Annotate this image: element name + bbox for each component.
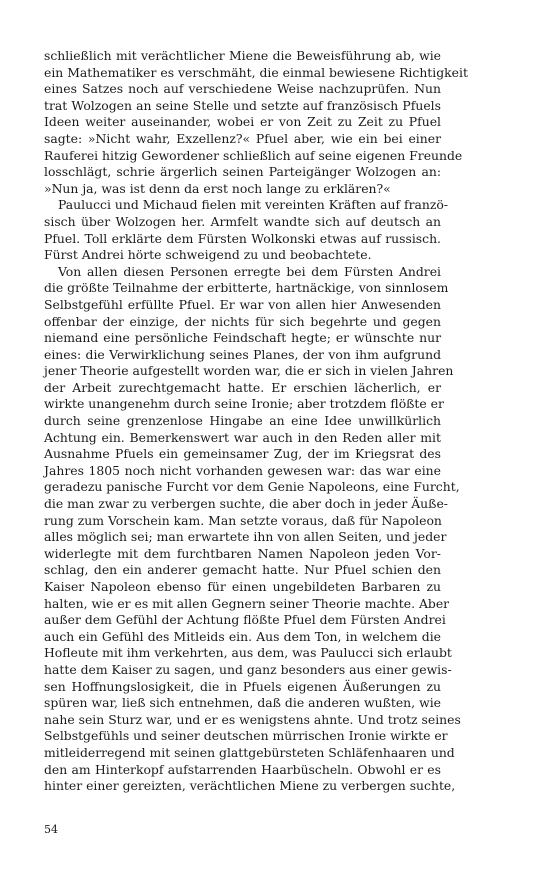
text-line: widerlegte mit dem furchtbaren Namen Napoleon jeden Vor- xyxy=(44,545,441,561)
text-line: alles möglich sei; man erwartete ihn von allen Seiten, und jeder xyxy=(44,529,447,545)
text-line: ein Mathematiker es verschmäht, die einmal bewiesene Richtigkeit xyxy=(44,64,468,80)
text-line: die man zwar zu verbergen suchte, die aber doch in jeder Äuße- xyxy=(44,496,448,512)
text-line: der Arbeit zurechtgemacht hatte. Er erschien lächerlich, er xyxy=(44,379,441,395)
text-line: hinter einer gereizten, verächtlichen Miene zu verbergen suchte, xyxy=(44,778,456,794)
text-line: spüren war, ließ sich entnehmen, daß die anderen wußten, wie xyxy=(44,695,441,711)
page-number: 54 xyxy=(44,823,58,836)
text-line: eines: die Verwirklichung seines Planes, der von ihm aufgrund xyxy=(44,346,441,362)
text-line: losschlägt, schrie ärgerlich seinen Parteigänger Wolzogen an: xyxy=(44,164,441,180)
text-line: Selbstgefühl erfüllte Pfuel. Er war von allen hier Anwesenden xyxy=(44,296,441,312)
text-line: Von allen diesen Personen erregte bei dem Fürsten Andrei xyxy=(58,263,441,279)
text-line: schlag, den ein anderer gemacht hatte. Nur Pfuel schien den xyxy=(44,562,441,578)
text-line: halten, wie er es mit allen Gegnern seiner Theorie machte. Aber xyxy=(44,595,450,611)
body-text xyxy=(44,48,468,795)
text-line: jener Theorie aufgestellt worden war, die er sich in vielen Jahren xyxy=(44,363,454,379)
text-line: schließlich mit verächtlicher Miene die Beweisführung ab, wie xyxy=(44,48,441,63)
text-line: niemand eine persönliche Feindschaft hegte; er wünschte nur xyxy=(44,330,441,346)
text-line: wirkte unangenehm durch seine Ironie; aber trotzdem flößte er xyxy=(44,396,444,412)
page-body xyxy=(44,48,468,795)
text-line: auch ein Gefühl des Mitleids ein. Aus dem Ton, in welchem die xyxy=(44,628,441,644)
text-line: sagte: »Nicht wahr, Exzellenz?« Pfuel aber, wie ein bei einer xyxy=(44,130,441,146)
text-line: Paulucci und Michaud fielen mit vereinten Kräften auf franzö- xyxy=(58,197,449,213)
text-line: sen Hoffnungslosigkeit, die in Pfuels eigenen Äußerungen zu xyxy=(44,678,441,694)
text-line: trat Wolzogen an seine Stelle und setzte auf französisch Pfuels xyxy=(44,97,441,113)
text-line: geradezu panische Furcht vor dem Genie Napoleons, eine Furcht, xyxy=(44,479,460,495)
text-line: den am Hinterkopf aufstarrenden Haarbüscheln. Obwohl er es xyxy=(44,761,441,777)
text-line: Hofleute mit ihm verkehrten, aus dem, was Paulucci sich erlaubt xyxy=(44,645,452,661)
text-line: mitleiderregend mit seinen glattgebürsteten Schläfenhaaren und xyxy=(44,744,455,760)
text-line: Rauferei hitzig Gewordener schließlich auf seine eigenen Freunde xyxy=(44,147,463,163)
text-line: Ideen weiter auseinander, wobei er von Zeit zu Zeit zu Pfuel xyxy=(44,114,441,130)
text-line: rung zum Vorschein kam. Man setzte voraus, daß für Napoleon xyxy=(44,512,442,528)
text-line: Jahres 1805 noch nicht vorhanden gewesen war: das war eine xyxy=(44,462,441,478)
text-line: Pfuel. Toll erklärte dem Fürsten Wolkonski etwas auf russisch. xyxy=(44,230,441,246)
text-line: Ausnahme Pfuels ein gemeinsamer Zug, der im Kriegsrat des xyxy=(44,446,441,462)
text-line: hatte dem Kaiser zu sagen, und ganz besonders aus einer gewis- xyxy=(44,661,452,677)
text-line: Kaiser Napoleon ebenso für einen ungebildeten Barbaren zu xyxy=(44,579,441,594)
text-line: Fürst Andrei hörte schweigend zu und beobachtete. xyxy=(44,247,372,263)
text-line: offenbar der einzige, der nichts für sich begehrte und gegen xyxy=(44,313,441,329)
text-line: durch seine grenzenlose Hingabe an eine Idee unwillkürlich xyxy=(44,413,441,429)
text-line: die größte Teilnahme der erbitterte, hartnäckige, von sinnlosem xyxy=(44,280,449,296)
text-line: außer dem Gefühl der Achtung flößte Pfuel dem Fürsten Andrei xyxy=(44,612,446,628)
text-line: Achtung ein. Bemerkenswert war auch in den Reden aller mit xyxy=(44,429,441,445)
text-line: eines Satzes noch auf verschiedene Weise nachzuprüfen. Nun xyxy=(44,81,441,97)
text-line: sisch über Wolzogen her. Armfelt wandte sich auf deutsch an xyxy=(44,213,441,229)
text-line: »Nun ja, was ist denn da erst noch lange zu erklären?« xyxy=(44,180,391,196)
text-line: nahe sein Sturz war, und er es wenigstens ahnte. Und trotz seines xyxy=(44,711,461,727)
text-line: Selbstgefühls und seiner deutschen mürrischen Ironie wirkte er xyxy=(44,728,448,744)
